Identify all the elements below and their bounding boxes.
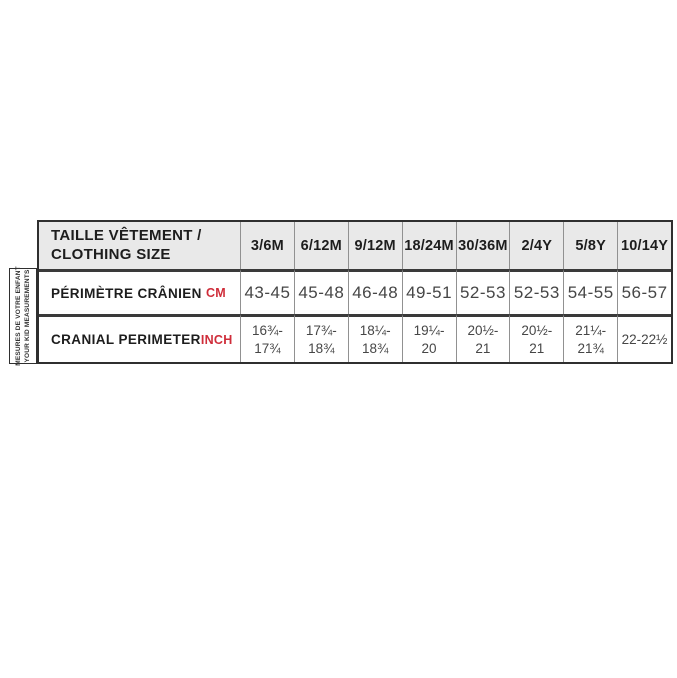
- cm-value-30-36m: 52-53: [456, 269, 510, 314]
- column-header-10-14y: 10/14Y: [617, 222, 671, 269]
- inch-value-10-14y: [617, 314, 671, 362]
- column-header-18-24m: 18/24M: [402, 222, 456, 269]
- cm-value-3-6m: 43-45: [240, 269, 294, 314]
- side-label-box: [9, 268, 37, 364]
- column-header-5-8y: 5/8Y: [563, 222, 617, 269]
- side-label-fr: MESURES DE VOTRE ENFANT: [15, 266, 22, 366]
- inch-value-line2: 21: [475, 340, 491, 356]
- inch-value-line1: 20½-: [467, 322, 499, 338]
- cm-value-10-14y: 56-57: [617, 269, 671, 314]
- row-label-cranial-perimeter-fr: [39, 269, 240, 314]
- inch-value-9-12m: [348, 314, 402, 362]
- unit-cm-label: CM: [205, 286, 226, 300]
- inch-value-6-12m: [294, 314, 348, 362]
- inch-value-18-24m: [402, 314, 456, 362]
- inch-value-line1: 19¼-: [413, 322, 445, 338]
- table-title-line2: CLOTHING SIZE: [51, 245, 171, 263]
- column-header-6-12m: 6/12M: [294, 222, 348, 269]
- side-label-en: YOUR KID MEASUREMENTS: [24, 269, 31, 363]
- inch-value-2-4y: [509, 314, 563, 362]
- inch-value-5-8y: [563, 314, 617, 362]
- table-title-cell: [39, 222, 240, 269]
- inch-value-line1: 22-22½: [621, 331, 668, 347]
- inch-value-line2: 21¾: [577, 340, 604, 356]
- cm-value-2-4y: 52-53: [509, 269, 563, 314]
- column-header-3-6m: 3/6M: [240, 222, 294, 269]
- inch-value-line1: 17¾-: [305, 322, 337, 338]
- column-header-2-4y: 2/4Y: [509, 222, 563, 269]
- inch-value-line1: 20½-: [521, 322, 553, 338]
- column-header-9-12m: 9/12M: [348, 222, 402, 269]
- inch-value-line1: 16¾-: [252, 322, 283, 338]
- cm-value-6-12m: 45-48: [294, 269, 348, 314]
- column-header-30-36m: 30/36M: [456, 222, 510, 269]
- cm-value-18-24m: 49-51: [402, 269, 456, 314]
- size-table: [37, 220, 673, 364]
- table-title-line1: TAILLE VÊTEMENT /: [51, 226, 202, 244]
- inch-value-line2: 18¾: [362, 340, 389, 356]
- inch-value-line2: 18¾: [308, 340, 335, 356]
- side-label-rotated-text: [10, 268, 36, 364]
- inch-value-line1: 18¼-: [359, 322, 391, 338]
- inch-value-line2: 17¾: [254, 340, 281, 356]
- row-label-en-text: CRANIAL PERIMETER: [51, 332, 201, 347]
- unit-inch-label: INCH: [200, 332, 233, 347]
- inch-value-line2: 21: [529, 340, 545, 356]
- inch-value-30-36m: [456, 314, 510, 362]
- cm-value-5-8y: 54-55: [563, 269, 617, 314]
- row-label-fr-text: PÉRIMÈTRE CRÂNIEN: [51, 285, 202, 301]
- cm-value-9-12m: 46-48: [348, 269, 402, 314]
- row-label-cranial-perimeter-en: [39, 314, 240, 362]
- inch-value-line2: 20: [421, 340, 437, 356]
- inch-value-3-6m: [240, 314, 294, 362]
- inch-value-line1: 21¼-: [575, 322, 607, 338]
